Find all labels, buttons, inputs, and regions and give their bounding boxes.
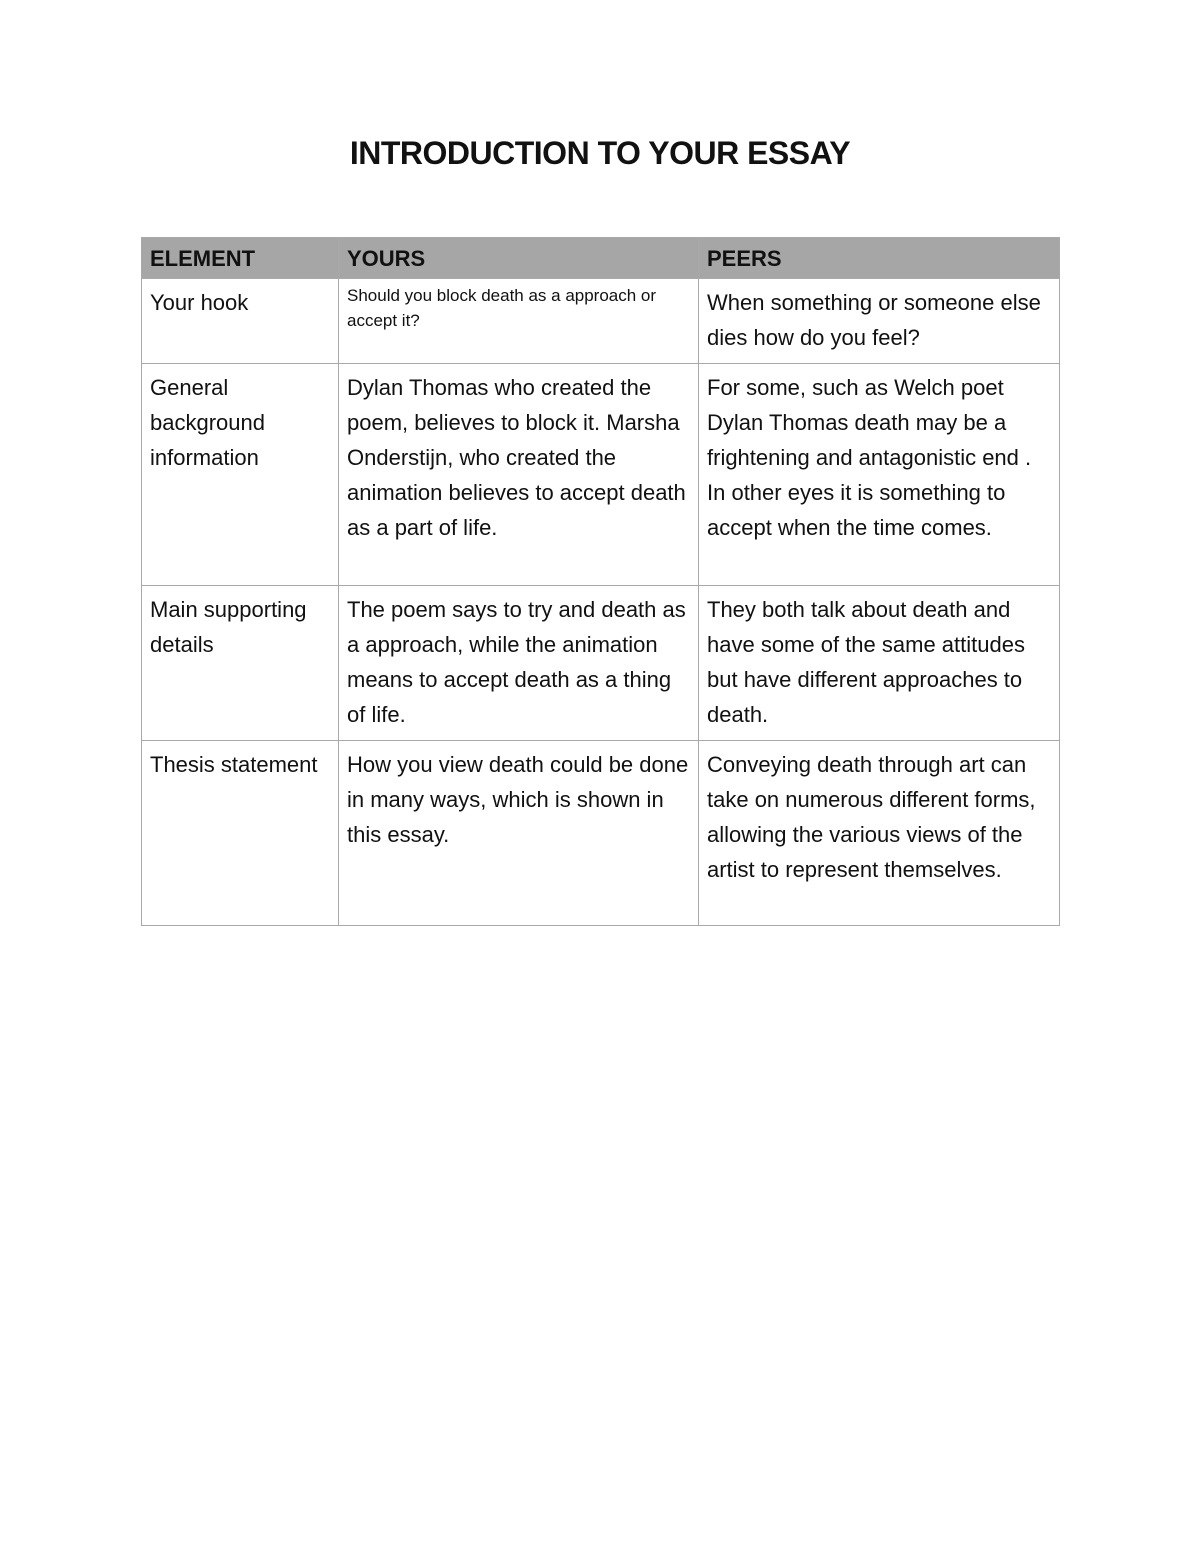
table-header-row [142,238,1060,279]
cell-element: Thesis statement [142,741,339,926]
cell-yours: Dylan Thomas who created the poem, believes to block it. Marsha Onderstijn, who created the animation believes to accept death as a part of life. [339,364,699,586]
column-header-yours: YOURS [339,238,699,279]
table-row-background [142,364,1060,586]
cell-yours: Should you block death as a approach or accept it? [339,279,699,364]
cell-peers: They both talk about death and have some of the same attitudes but have different approaches to death. [699,586,1060,741]
table-row-hook [142,279,1060,364]
cell-element: Main supporting details [142,586,339,741]
cell-peers: When something or someone else dies how do you feel? [699,279,1060,364]
cell-element: Your hook [142,279,339,364]
cell-yours: The poem says to try and death as a approach, while the animation means to accept death as a thing of life. [339,586,699,741]
cell-peers: Conveying death through art can take on numerous different forms, allowing the various views of the artist to represent themselves. [699,741,1060,926]
cell-yours: How you view death could be done in many ways, which is shown in this essay. [339,741,699,926]
table-row-thesis [142,741,1060,926]
essay-element-table [141,237,1060,926]
page-title: INTRODUCTION TO YOUR ESSAY [349,135,851,171]
cell-element: General background information [142,364,339,586]
column-header-element: ELEMENT [142,238,339,279]
table-row-supporting-details [142,586,1060,741]
column-header-peers: PEERS [699,238,1060,279]
cell-peers: For some, such as Welch poet Dylan Thomas death may be a frightening and antagonistic end . In other eyes it is something to accept when the time comes. [699,364,1060,586]
